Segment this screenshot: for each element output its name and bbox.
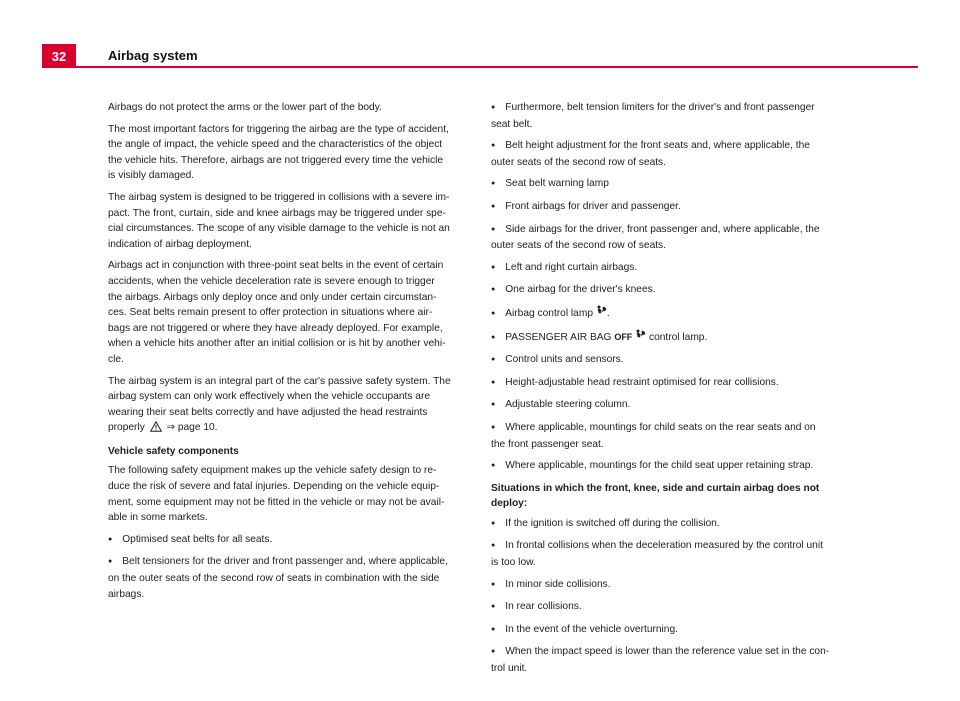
warning-triangle-icon xyxy=(150,421,162,438)
text-line: ● In minor side collisions. xyxy=(491,577,843,594)
text-line: airbags. xyxy=(108,588,145,600)
text-line: The most important factors for triggering the airbag are the type of accident, xyxy=(108,123,449,135)
list-item xyxy=(491,260,843,277)
page-title: Airbag system xyxy=(108,48,198,63)
paragraph-lines xyxy=(108,374,464,421)
text-line: ● Where applicable, mountings for child seats on the rear seats and on xyxy=(491,420,843,437)
list-item xyxy=(491,329,843,347)
text-line: bags are not triggered or where they have already deployed. For example, xyxy=(108,322,443,334)
text-line: ces. Seat belts remain present to offer protection in situations where air- xyxy=(108,307,433,319)
text-line: seat belt. xyxy=(491,118,533,130)
text-line: indication of airbag deployment. xyxy=(108,238,252,250)
right-column xyxy=(491,100,843,683)
left-column xyxy=(108,100,464,608)
section-heading xyxy=(491,481,843,512)
text-line: ment, some equipment may not be fitted in the vehicle or may not be avail- xyxy=(108,496,445,508)
text-line: cle. xyxy=(108,353,124,365)
text-line: The airbag system is designed to be triggered in collisions with a severe im- xyxy=(108,191,450,203)
list-item-line xyxy=(491,305,843,323)
paragraph xyxy=(108,374,464,438)
text-line: ● If the ignition is switched off during the collision. xyxy=(491,516,843,533)
text-line: ● Where applicable, mountings for the child seat upper retaining strap. xyxy=(491,458,843,475)
list-item xyxy=(491,222,843,254)
text-line: ● When the impact speed is lower than the reference value set in the con- xyxy=(491,644,843,661)
page-header xyxy=(42,44,918,68)
text-line: ● Furthermore, belt tension limiters for the driver's and front passenger xyxy=(491,100,843,117)
paragraph xyxy=(108,122,464,184)
list-item xyxy=(491,397,843,414)
text-line: Situations in which the front, knee, side and curtain airbag does not xyxy=(491,482,820,494)
text-line: ● Optimised seat belts for all seats. xyxy=(108,532,464,549)
list-item xyxy=(491,199,843,216)
paragraph xyxy=(108,190,464,252)
header-rule xyxy=(42,66,918,68)
text-line: accidents, when the vehicle deceleration rate is severe enough to trigger xyxy=(108,275,435,287)
text-line: The following safety equipment makes up the vehicle safety design to re- xyxy=(108,465,437,477)
text-line: deploy: xyxy=(491,498,528,510)
text-line: ● In frontal collisions when the deceleration measured by the control unit xyxy=(491,538,843,555)
text-line: trol unit. xyxy=(491,663,528,675)
text-line: ● Height-adjustable head restraint optimised for rear collisions. xyxy=(491,375,843,392)
page-reference-link[interactable]: ⇒ page 10. xyxy=(163,422,218,434)
text: PASSENGER AIR BAG xyxy=(505,331,615,343)
text-line: outer seats of the second row of seats. xyxy=(491,240,666,252)
list-item xyxy=(491,458,843,475)
list-item-line xyxy=(491,329,843,347)
text-line: when a vehicle hits another after an initial collision or is hit by another vehi- xyxy=(108,338,446,350)
list-item xyxy=(491,622,843,639)
text: Airbag control lamp xyxy=(505,307,596,319)
text: . xyxy=(606,307,610,319)
list-item xyxy=(491,599,843,616)
text-line: The airbag system is an integral part of the car's passive safety system. The xyxy=(108,375,451,387)
text-line: wearing their seat belts correctly and have adjusted the head restraints xyxy=(108,406,428,418)
list-item xyxy=(491,138,843,170)
airbag-lamp-icon xyxy=(635,332,646,343)
list-item xyxy=(108,554,464,602)
list-item xyxy=(491,420,843,452)
list-item xyxy=(491,644,843,676)
text-line: ● Front airbags for driver and passenger. xyxy=(491,199,843,216)
list-item xyxy=(491,577,843,594)
text-line: ● Side airbags for the driver, front passenger and, where applicable, the xyxy=(491,222,843,239)
text-line: ● One airbag for the driver's knees. xyxy=(491,282,843,299)
paragraph xyxy=(108,258,464,367)
text-line: ● In the event of the vehicle overturning. xyxy=(491,622,843,639)
text-line: Airbags act in conjunction with three-point seat belts in the event of certain xyxy=(108,260,444,272)
list-item xyxy=(491,538,843,570)
list-item xyxy=(491,176,843,193)
text-line: the vehicle hits. Therefore, airbags are not triggered every time the vehicle xyxy=(108,154,444,166)
text-line: able in some markets. xyxy=(108,512,208,524)
text-line: ● Belt tensioners for the driver and front passenger and, where applicable, xyxy=(108,554,464,571)
list-item xyxy=(491,305,843,323)
paragraph xyxy=(108,100,464,116)
text-line: ● Left and right curtain airbags. xyxy=(491,260,843,277)
page-number: 32 xyxy=(42,44,76,68)
text-line: the front passenger seat. xyxy=(491,438,604,450)
text-line: the angle of impact, the vehicle speed and the characteristics of the object xyxy=(108,139,443,151)
passenger-airbag-off-symbol: OFF xyxy=(614,331,633,342)
text-line: is too low. xyxy=(491,557,536,569)
text-line: cial circumstances. The scope of any visible damage to the vehicle is not an xyxy=(108,223,450,235)
text-line: pact. The front, curtain, side and knee airbags may be triggered under spe- xyxy=(108,207,446,219)
text-line: is visibly damaged. xyxy=(108,170,195,182)
text-line: on the outer seats of the second row of seats in combination with the side xyxy=(108,573,440,585)
text-line: duce the risk of severe and fatal injuries. Depending on the vehicle equip- xyxy=(108,481,440,493)
text-line: airbag system can only work effectively when the vehicle occupants are xyxy=(108,391,431,403)
text-line: the airbags. Airbags only deploy once and only under certain circumstan- xyxy=(108,291,437,303)
text: control lamp. xyxy=(646,331,708,343)
list-item xyxy=(491,516,843,533)
list-item xyxy=(491,352,843,369)
list-item xyxy=(491,375,843,392)
text-line: ● Seat belt warning lamp xyxy=(491,176,843,193)
text-line: ● In rear collisions. xyxy=(491,599,843,616)
paragraph xyxy=(108,463,464,525)
text-line: ● Control units and sensors. xyxy=(491,352,843,369)
text: properly xyxy=(108,422,148,434)
paragraph-line xyxy=(108,420,464,438)
list-item xyxy=(491,282,843,299)
text-line: ● Belt height adjustment for the front seats and, where applicable, the xyxy=(491,138,843,155)
text-line: ● Adjustable steering column. xyxy=(491,397,843,414)
list-item xyxy=(108,532,464,549)
airbag-lamp-icon xyxy=(596,308,607,319)
text-line: Airbags do not protect the arms or the lower part of the body. xyxy=(108,102,382,113)
list-item xyxy=(491,100,843,132)
section-heading: Vehicle safety components xyxy=(108,445,239,457)
text-line: outer seats of the second row of seats. xyxy=(491,156,666,168)
